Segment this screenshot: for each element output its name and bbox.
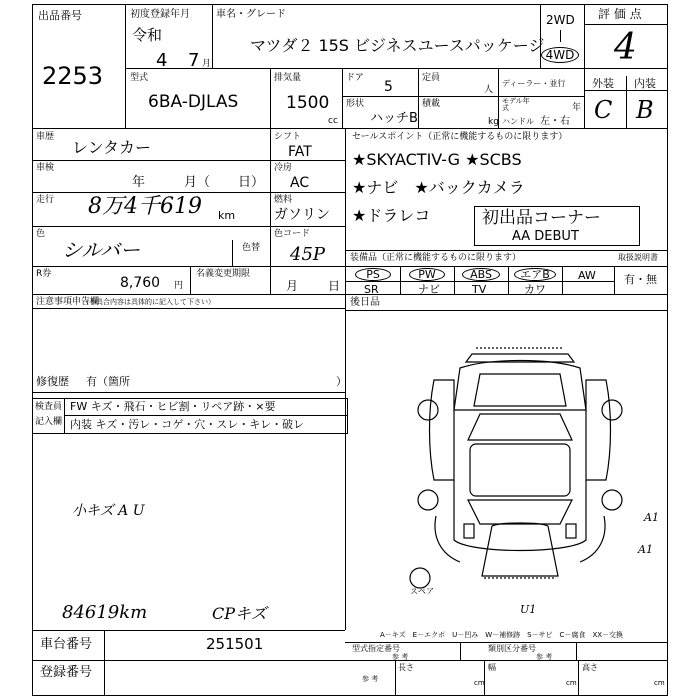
damage-legend: A－キズ E－エクボ U－凹み W－補修跡 S－サビ C－腐食 XX－交換 [380,631,624,639]
color-code-value: 45P [290,244,326,265]
width-unit: cm [566,679,577,687]
chassis-number: 251501 [206,635,264,653]
yen-unit: 円 [174,281,184,291]
color-change-label: 色替 [242,243,261,253]
spec-ref: 参 考 [392,653,409,661]
damage-mark-2: A1 [638,543,653,556]
tax-month: 月 [286,279,299,293]
lot-number: 2253 [42,62,104,90]
equip-tv: TV [472,283,487,296]
equip-sr: SR [364,283,379,296]
model-year-label: モデル年式 [502,97,530,112]
capacity-label: 定員 [422,73,441,83]
height-unit: cm [654,679,665,687]
handwritten-mileage: 84619km [62,602,148,623]
ac-value: AC [290,175,310,191]
inspector-label-2: 記入欄 [35,417,63,427]
chassis-label: 車台番号 [40,637,93,652]
handle-value: 左・右 [540,116,570,127]
debut-corner-subtitle: AA DEBUT [512,229,579,244]
tax-label: 名義変更期限 [196,269,251,279]
notes-label: 注意事項申告欄 [36,297,100,307]
car-name-label: 車名・グレード [216,9,286,20]
height-label: 高さ [582,663,598,672]
inspection-month: 月（ [184,175,211,190]
inspector-label-1: 検査員 [35,402,63,412]
reg-number-label: 登録番号 [40,665,93,680]
interior-label: 内装 [634,77,656,90]
mileage-value: 8万4千619 [88,194,202,219]
manual-value: 有・無 [624,273,657,286]
reg-era: 令和 [132,26,163,44]
color-code-label: 色コード [274,229,311,239]
damage-mark-1: A1 [644,511,659,524]
sales-point-line-3: ★ドラレコ [352,206,431,225]
sales-point-line-2: ★ナビ ★バックカメラ [352,178,525,197]
notes-sublabel: （不具合内容は具体的に記入して下さい） [82,298,215,306]
size-ref: 参 考 [362,675,379,683]
inspection-day: 日） [238,175,265,190]
drive-4wd-circled: 4WD [541,47,579,63]
repair-close: ） [336,375,347,388]
color-label: 色 [36,229,46,239]
check-row-fw: FW キズ・飛石・ヒビ割・リペア跡・×要 [70,400,276,413]
load-label: 積載 [422,99,441,109]
inspection-label: 車検 [36,163,55,173]
model-value: 6BA-DJLAS [148,92,239,112]
interior-grade: B [636,96,654,124]
spare-label: スペア [410,587,434,596]
ac-label: 冷房 [274,163,293,173]
length-unit: cm [474,679,485,687]
model-label: 型式 [130,73,149,83]
check-row-interior: 内装 キズ・汚レ・コゲ・穴・スレ・キレ・破レ [70,418,305,431]
body-label: 形状 [346,99,365,109]
damage-mark-3: U1 [520,603,537,616]
mileage-label: 走行 [36,195,55,205]
width-label: 幅 [488,663,496,672]
recycle-value: 8,760 [120,275,161,291]
equipment-label: 装備品（正常に機能するものに限ります） [350,253,522,263]
history-label: 車歴 [36,132,55,142]
dealer-label: ディーラー・並行 [502,79,566,88]
debut-corner-title: 初出品コーナー [482,208,601,228]
manual-label: 取扱説明書 [618,253,658,262]
kg-unit: kg [488,117,499,127]
tax-day: 日 [328,279,341,293]
color-value: シルバー [62,238,141,262]
class-number-label: 類別区分番号 [488,644,536,653]
equip-pw: PW [409,268,445,281]
displacement-label: 排気量 [274,73,302,83]
shift-label: シフト [274,132,302,142]
equip-abs: ABS [462,268,500,281]
spec-number-label: 型式指定番号 [352,644,400,653]
handle-label: ハンドル [502,117,534,126]
year-unit: 年 [572,103,582,113]
shift-value: FAT [288,144,312,160]
equip-airbag: エアB [514,268,556,281]
body-value: ハッチB [370,111,418,126]
grade-value: 4 [614,27,637,68]
lot-label: 出品番号 [38,9,82,22]
sales-point-line-1: ★SKYACTIV-G ★SCBS [352,150,522,169]
displacement-value: 1500 [286,93,330,113]
reg-month-unit: 月 [202,59,212,69]
doors-value: 5 [384,79,393,95]
equip-navi: ナビ [418,283,440,296]
sales-points-label: セールスポイント（正常に機能するものに限ります） [352,132,568,142]
repair-value: 有（箇所 [86,375,130,388]
reg-year: 4 [156,50,168,71]
handwritten-note-cp: CPキズ [212,604,267,623]
inspection-year: 年 [132,175,146,190]
reg-month: 7 [188,50,200,71]
reg-date-label: 初度登録年月 [130,9,190,20]
equip-leather: カワ [524,283,546,296]
km-unit: km [218,209,236,222]
repair-label: 修復歴 [36,375,69,388]
exterior-label: 外装 [592,77,614,90]
fuel-value: ガソリン [274,207,330,223]
capacity-unit: 人 [484,85,494,95]
car-name: マツダ２ 15S ビジネスユースパッケージ [250,36,545,55]
grade-label: 評 価 点 [598,7,642,21]
equip-ps: PS [355,268,391,281]
exterior-grade: C [594,96,613,124]
car-damage-diagram [400,340,640,600]
class-ref: 参 考 [536,653,553,661]
length-label: 長さ [398,663,414,672]
history-value: レンタカー [72,138,151,157]
cc-unit: cc [328,116,338,126]
recycle-label: R券 [36,269,52,279]
drive-2wd: 2WD [546,13,575,27]
fuel-label: 燃料 [274,195,293,205]
equip-aw: AW [578,269,596,282]
handwritten-note-1: 小キズ A U [72,503,145,519]
doors-label: ドア [346,73,364,83]
after-items-label: 後日品 [350,297,380,308]
